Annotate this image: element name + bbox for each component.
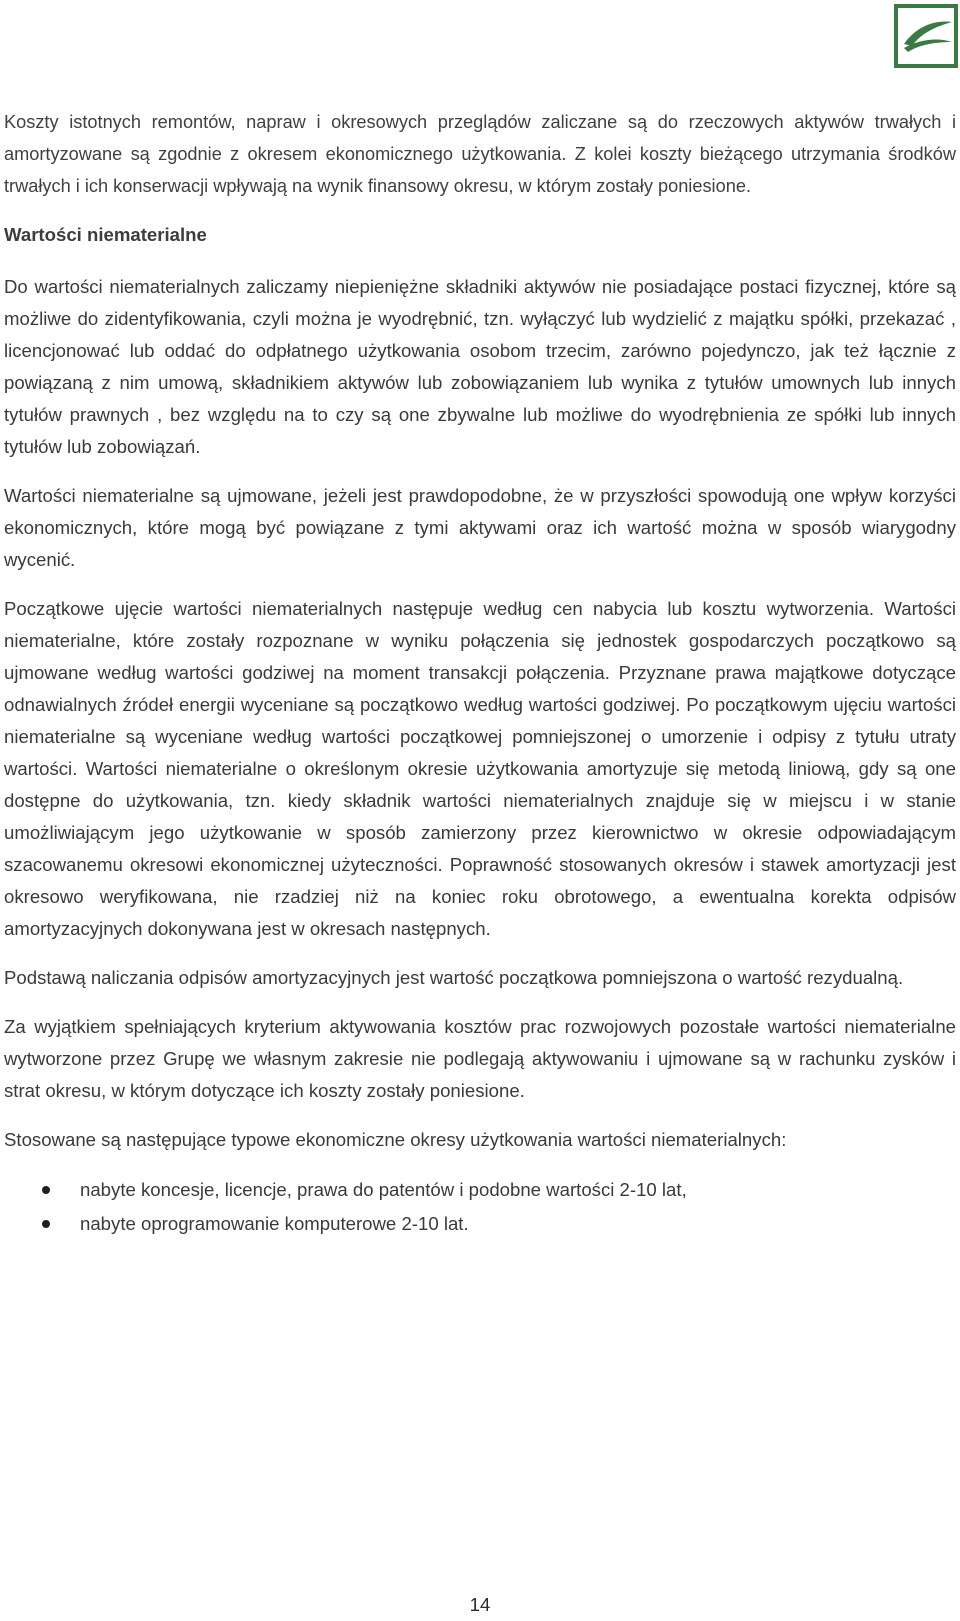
bullet-icon (42, 1220, 50, 1228)
list-item-text: nabyte oprogramowanie komputerowe 2-10 lat. (80, 1213, 469, 1234)
paragraph-definition: Do wartości niematerialnych zaliczamy niepieniężne składniki aktywów nie posiadające postaci fizycznej, które są możliwe do zidentyfikowania, czyli można je wyodrębnić, tzn. wyłączyć lub wydzielić z majątku spółki, przekazać , licencjonować lub oddać do odpłatnego użytkowania osobom trzecim, zarówno pojedynczo, jak też łącznie z powiązaną z nim umową, składnikiem aktywów lub zobowiązaniem lub wynika z tytułów umownych lub innych tytułów prawnych , bez względu na to czy są one zbywalne lub możliwe do wyodrębnienia ze spółki lub innych tytułów lub zobowiązań. (4, 276, 956, 457)
paragraph-measurement: Początkowe ujęcie wartości niematerialnych następuje według cen nabycia lub kosztu wytworzenia. Wartości niematerialne, które zostały rozpoznane w wyniku połączenia się jednostek gospodarczych początkowo są ujmowane według wartości godziwej na moment transakcji połączenia. Przyznane prawa majątkowe dotyczące odnawialnych źródeł energii wyceniane są początkowo według wartości godziwej. Po początkowym ujęciu wartości niematerialne są wyceniane według wartości początkowej pomniejszonej o umorzenie i odpisy z tytułu utraty wartości. Wartości niematerialne o określonym okresie użytkowania amortyzuje się metodą liniową, gdy są one dostępne do użytkowania, tzn. kiedy składnik wartości niematerialnych znajduje się w miejscu i w stanie umożliwiającym jego użytkowanie w sposób zamierzony przez kierownictwo w okresie odpowiadającym szacowanemu okresowi ekonomicznej użyteczności. Poprawność stosowanych okresów i stawek amortyzacji jest okresowo weryfikowana, nie rzadziej niż na koniec roku obrotowego, a ewentualna korekta odpisów amortyzacyjnych dokonywana jest w okresach następnych. (4, 598, 956, 939)
paragraph-development-costs: Za wyjątkiem spełniających kryterium aktywowania kosztów prac rozwojowych pozostałe wartości niematerialne wytworzone przez Grupę we własnym zakresie nie podlegają aktywowaniu i ujmowane są w rachunku zysków i strat okresu, w którym dotyczące ich koszty zostały poniesione. (4, 1016, 956, 1101)
document-body (4, 106, 956, 1241)
company-logo-icon (894, 4, 958, 68)
list-item (4, 1207, 956, 1241)
paragraph-repairs: Koszty istotnych remontów, napraw i okresowych przeglądów zaliczane są do rzeczowych aktywów trwałych i amortyzowane są zgodnie z okresem ekonomicznego użytkowania. Z kolei koszty bieżącego utrzymania środków trwałych i ich konserwacji wpływają na wynik finansowy okresu, w którym zostały poniesione. (4, 112, 956, 196)
list-item-text: nabyte koncesje, licencje, prawa do patentów i podobne wartości 2-10 lat, (80, 1179, 687, 1200)
section-heading-intangibles: Wartości niematerialne (4, 224, 207, 245)
bullet-icon (42, 1186, 50, 1194)
paragraph-recognition: Wartości niematerialne są ujmowane, jeżeli jest prawdopodobne, że w przyszłości spowodują one wpływ korzyści ekonomicznych, które mogą być powiązane z tymi aktywami oraz ich wartość można w sposób wiarygodny wycenić. (4, 485, 956, 570)
paragraph-depreciation-basis: Podstawą naliczania odpisów amortyzacyjnych jest wartość początkowa pomniejszona o wartość rezydualną. (4, 967, 904, 988)
list-item (4, 1173, 956, 1207)
page-number: 14 (469, 1594, 491, 1615)
paragraph-useful-lives: Stosowane są następujące typowe ekonomiczne okresy użytkowania wartości niematerialnych: (4, 1129, 787, 1150)
useful-lives-list (4, 1173, 956, 1241)
